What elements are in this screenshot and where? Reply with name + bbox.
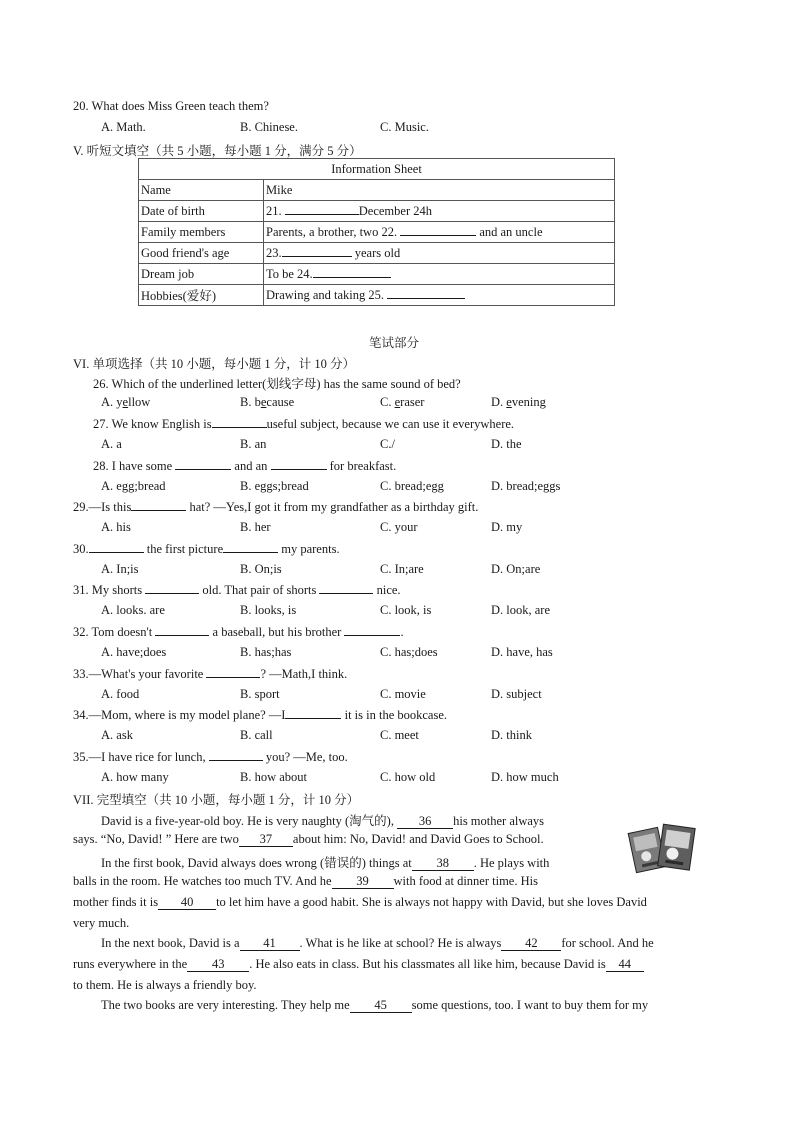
q33-option-b: B. sport	[240, 687, 280, 701]
answer-blank[interactable]	[155, 624, 209, 636]
q26-option-d: D. evening	[491, 395, 546, 409]
q32-option-d: D. have, has	[491, 645, 553, 659]
q35-option-d: D. how much	[491, 770, 559, 784]
question-27-stem: 27. We know English is useful subject, because we can use it everywhere.	[93, 417, 515, 431]
answer-blank[interactable]	[223, 541, 278, 553]
question-26-stem: 26. Which of the underlined letter(划线字母) has the same sound of bed?	[93, 377, 461, 391]
row-key: Family members	[139, 222, 264, 243]
row-key: Name	[139, 180, 264, 201]
answer-blank-25[interactable]	[387, 287, 465, 299]
cloze-line-9: to them. He is always a friendly boy.	[73, 978, 257, 992]
cloze-line-5: mother finds it is 40 to let him have a good habit. She is always not happy with David, but she loves David	[73, 895, 647, 909]
q20-option-c: C. Music.	[380, 120, 429, 134]
row-key: Hobbies(爱好)	[139, 285, 264, 306]
q28-option-a: A. egg;bread	[101, 479, 166, 493]
cloze-blank-39[interactable]: 39	[332, 875, 394, 889]
q27-option-d: D. the	[491, 437, 522, 451]
row-value	[264, 180, 615, 201]
cloze-line-6: very much.	[73, 916, 130, 930]
q28-option-b: B. eggs;bread	[240, 479, 309, 493]
q32-option-a: A. have;does	[101, 645, 167, 659]
q29-option-b: B. her	[240, 520, 271, 534]
q33-option-a: A. food	[101, 687, 140, 701]
cloze-line-10: The two books are very interesting. They help me 45 some questions, too. I want to buy them for my	[101, 998, 649, 1012]
q20-option-b: B. Chinese.	[240, 120, 298, 134]
q34-option-c: C. meet	[380, 728, 419, 742]
written-section-title: 笔试部分	[369, 336, 420, 350]
row-key: Date of birth	[139, 201, 264, 222]
q33-option-c: C. movie	[380, 687, 426, 701]
answer-blank[interactable]	[175, 458, 231, 470]
cloze-line-1: David is a five-year-old boy. He is very naughty (淘气的), 36 his mother always	[101, 814, 545, 828]
row-value	[264, 243, 615, 264]
question-32-stem: 32. Tom doesn't a baseball, but his brother .	[73, 625, 404, 639]
q30-option-a: A. In;is	[101, 562, 139, 576]
row-value-text: Mike	[266, 182, 293, 197]
question-20-stem: 20. What does Miss Green teach them?	[73, 99, 269, 113]
cloze-line-3: In the first book, David always does wrong (错误的) things at 38 . He plays with	[101, 856, 550, 870]
question-31-stem: 31. My shorts old. That pair of shorts nice.	[73, 583, 401, 597]
question-34-stem: 34.—Mom, where is my model plane? —I it is in the bookcase.	[73, 708, 448, 722]
q29-option-a: A. his	[101, 520, 131, 534]
cloze-line-8: runs everywhere in the 43 . He also eats in class. But his classmates all like him, because David is 44	[73, 957, 644, 972]
q34-option-d: D. think	[491, 728, 532, 742]
table-row	[139, 264, 615, 285]
answer-blank[interactable]	[145, 582, 199, 594]
question-29-stem: 29.—Is this hat? —Yes,I got it from my grandfather as a birthday gift.	[73, 500, 479, 514]
table-row	[139, 180, 615, 201]
answer-blank[interactable]	[209, 749, 263, 761]
row-value-text: 23.	[266, 246, 282, 260]
row-value	[264, 264, 615, 285]
section-5-heading: V. 听短文填空（共 5 小题，每小题 1 分，满分 5 分）	[73, 144, 362, 158]
question-35-stem: 35.—I have rice for lunch, you? —Me, too.	[73, 750, 348, 764]
row-value	[264, 201, 615, 222]
q29-option-c: C. your	[380, 520, 418, 534]
answer-blank[interactable]	[89, 541, 144, 553]
q31-option-a: A. looks. are	[101, 603, 165, 617]
table-row	[139, 222, 615, 243]
row-key: Good friend's age	[139, 243, 264, 264]
q20-option-a: A. Math.	[101, 120, 146, 134]
row-key: Dream job	[139, 264, 264, 285]
question-30-stem: 30. the first picture my parents.	[73, 542, 340, 556]
q26-option-b: B. because	[240, 395, 295, 409]
answer-blank[interactable]	[212, 416, 267, 428]
q30-option-b: B. On;is	[240, 562, 282, 576]
q34-option-b: B. call	[240, 728, 273, 742]
q35-option-b: B. how about	[240, 770, 308, 784]
q27-option-b: B. an	[240, 437, 267, 451]
q32-option-b: B. has;has	[240, 645, 292, 659]
q34-option-a: A. ask	[101, 728, 133, 742]
q30-option-c: C. In;are	[380, 562, 424, 576]
q35-option-c: C. how old	[380, 770, 436, 784]
answer-blank[interactable]	[285, 707, 341, 719]
table-row	[139, 285, 615, 306]
cloze-blank-43[interactable]: 43	[187, 958, 249, 972]
table-row	[139, 243, 615, 264]
cloze-blank-42[interactable]: 42	[501, 937, 561, 951]
answer-blank[interactable]	[319, 582, 373, 594]
q28-option-d: D. bread;eggs	[491, 479, 561, 493]
q26-option-a: A. yellow	[101, 395, 151, 409]
q31-option-c: C. look, is	[380, 603, 432, 617]
information-sheet-title: Information Sheet	[139, 159, 615, 180]
q28-option-c: C. bread;egg	[380, 479, 444, 493]
cloze-blank-41[interactable]: 41	[240, 937, 300, 951]
row-value-text: Parents, a brother, two 22.	[266, 225, 398, 239]
books-photo	[627, 822, 697, 877]
cloze-blank-44[interactable]: 44	[606, 958, 644, 972]
row-value-text: Drawing and taking 25.	[266, 288, 385, 302]
q27-option-a: A. a	[101, 437, 122, 451]
cloze-blank-40[interactable]: 40	[158, 896, 216, 910]
answer-blank-21[interactable]	[285, 203, 359, 215]
q26-option-c: C. eraser	[380, 395, 425, 409]
cloze-blank-36[interactable]: 36	[397, 815, 453, 829]
answer-blank-24[interactable]	[313, 266, 391, 278]
section-6-heading: VI. 单项选择（共 10 小题，每小题 1 分，计 10 分）	[73, 357, 355, 371]
q32-option-c: C. has;does	[380, 645, 438, 659]
row-value	[264, 222, 615, 243]
row-value-text: 21.	[266, 204, 282, 218]
q30-option-d: D. On;are	[491, 562, 541, 576]
cloze-line-2: says. “No, David! ” Here are two 37 about him: No, David! and David Goes to School.	[73, 832, 544, 846]
answer-blank[interactable]	[344, 624, 400, 636]
row-value-text: To be 24.	[266, 267, 313, 281]
question-28-stem: 28. I have some and an for breakfast.	[93, 459, 397, 473]
cloze-line-7: In the next book, David is a 41 . What is he like at school? He is always 42 for school. And he	[101, 936, 654, 950]
q29-option-d: D. my	[491, 520, 523, 534]
question-33-stem: 33.—What's your favorite ? —Math,I think.	[73, 667, 348, 681]
q31-option-d: D. look, are	[491, 603, 551, 617]
answer-blank[interactable]	[131, 499, 186, 511]
table-row	[139, 201, 615, 222]
section-7-heading: VII. 完型填空（共 10 小题，每小题 1 分，计 10 分）	[73, 793, 360, 807]
answer-blank[interactable]	[271, 458, 327, 470]
cloze-blank-45[interactable]: 45	[350, 999, 412, 1013]
answer-blank[interactable]	[206, 666, 260, 678]
q27-option-c: C./	[380, 437, 395, 451]
information-sheet-table	[138, 158, 615, 306]
row-value-suffix: December 24h	[358, 204, 432, 218]
q31-option-b: B. looks, is	[240, 603, 297, 617]
q35-option-a: A. how many	[101, 770, 169, 784]
q33-option-d: D. subject	[491, 687, 542, 701]
row-value-suffix: years old	[354, 246, 401, 260]
cloze-blank-38[interactable]: 38	[412, 857, 474, 871]
answer-blank-22[interactable]	[400, 224, 476, 236]
cloze-blank-37[interactable]: 37	[239, 833, 293, 847]
row-value-suffix: and an uncle	[479, 225, 543, 239]
answer-blank-23[interactable]	[282, 245, 352, 257]
cloze-line-4: balls in the room. He watches too much TV. And he 39 with food at dinner time. His	[73, 874, 538, 888]
row-value	[264, 285, 615, 306]
